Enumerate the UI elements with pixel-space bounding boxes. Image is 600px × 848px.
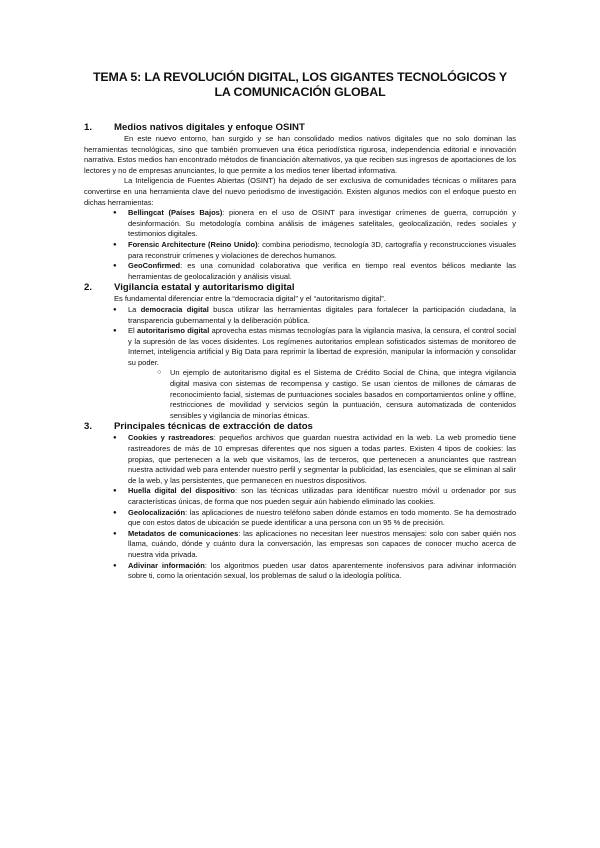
list-item-text: : combina periodismo, tecnología 3D, cartografía y reconstrucciones visuales para reconstruir crímenes y violaciones de derechos humanos.	[128, 239, 516, 260]
list-item-term: Metadatos de comunicaciones	[128, 528, 239, 538]
section-number: 1.	[84, 122, 93, 133]
list-item-prefix: El	[128, 326, 137, 336]
list-item-text: : son las técnicas utilizadas para identificar nuestro móvil u ordenador por sus características únicas, de forma que nos pueden seguir aún habiendo eliminado las cookies.	[128, 486, 516, 506]
section-surveillance	[84, 282, 516, 421]
paragraph: La Inteligencia de Fuentes Abiertas (OSINT) ha dejado de ser exclusiva de comunidades técnicas o militares para convertirse en una herramienta clave del nuevo periodismo de investigación. Existen algunos medios con el enfoque puesto en dichas herramientas:	[84, 176, 516, 207]
list-item-term: Geolocalización	[128, 507, 186, 517]
bullet-list	[84, 433, 516, 581]
section-number: 2.	[84, 282, 93, 294]
list-item	[114, 486, 516, 507]
section-title: Medios nativos digitales y enfoque OSINT	[114, 122, 305, 133]
document-title: TEMA 5: LA REVOLUCIÓN DIGITAL, LOS GIGANTES TECNOLÓGICOS Y LA COMUNICACIÓN GLOBAL	[93, 70, 507, 99]
section-data-extraction	[84, 421, 516, 581]
section-title: Vigilancia estatal y autoritarismo digital	[114, 282, 295, 294]
section-heading	[84, 421, 516, 433]
list-item-term: autoritarismo digital	[136, 326, 210, 336]
list-item-text: : las aplicaciones no necesitan leer nuestros mensajes: solo con saber quién nos llama, cuándo, dónde y cuánto dura la conversación, las empresas son capaces de conocer mucho acerca de nuestra vida privada.	[128, 528, 517, 559]
list-item-term: Adivinar información	[128, 560, 205, 570]
list-item	[114, 261, 516, 282]
section-title: Principales técnicas de extracción de datos	[114, 421, 313, 433]
list-item	[114, 305, 516, 326]
section-heading	[84, 282, 516, 294]
bullet-list	[84, 305, 516, 422]
list-item-text: : los algoritmos pueden usar datos aparentemente inofensivos para adivinar información sobre ti, como la orientación sexual, los problemas de salud o la ideología política.	[128, 560, 516, 581]
list-item-text: : es una comunidad colaborativa que verifica en tiempo real eventos bélicos mediante las herramientas de geolocalización y análisis visual.	[128, 261, 516, 281]
list-item-text: : las aplicaciones de nuestro teléfono saben dónde estamos en todo momento. Se ha demostrado que con estos datos de ubicación se puede identificar a una persona con un 95 % de precisión.	[128, 507, 516, 528]
list-item-term: democracia digital	[140, 304, 209, 314]
list-item	[114, 508, 516, 529]
section-heading	[84, 122, 516, 134]
list-item	[114, 529, 516, 561]
paragraph: En este nuevo entorno, han surgido y se han consolidado medios nativos digitales que no solo dominan las herramientas tecnológicas, sino que también promueven una ética periodística rigurosa, independencia editorial e innovación narrativa. Estos medios han encontrado métodos de financiación alternativos, ya que reciben sus ingresos de aportaciones de los lectores y no de empresas anunciantes, lo que permite a los medios tener libertad informativa.	[84, 134, 516, 175]
list-item-text: : pequeños archivos que guardan nuestra actividad en la web. La web promedio tiene rastreadores de más de 10 empresas diferentes que nos siguen a todas partes. Existen 4 tipos de cookies: las propias, que pertenecen a la web que visitamos, las de terceros, que pertenecen a anunciantes que rastrean nuestra actividad web para entender nuestro perfil y segmentar la publicidad, las esenciales, que se eliminan al salir de la web, y las persistentes, que permanecen en nuestros dispositivos.	[128, 433, 516, 485]
list-item-prefix: La	[128, 304, 141, 314]
list-item	[114, 561, 516, 582]
list-item-term: Bellingcat (Países Bajos)	[128, 208, 223, 218]
bullet-list	[84, 208, 516, 282]
list-item-term: Cookies y rastreadores	[128, 433, 214, 443]
list-item-text: busca utilizar las herramientas digitales para fortalecer la participación ciudadana, la transparencia gubernamental y la deliberación pública.	[128, 304, 516, 325]
list-item-text: : pionera en el uso de OSINT para investigar crímenes de guerra, corrupción y desinformación. Su metodología combina análisis de imágenes satelitales, geolocalización, redes sociales y testimonios digitales.	[128, 208, 516, 239]
list-item	[114, 240, 516, 261]
list-item-text: aprovecha estas mismas tecnologías para la vigilancia masiva, la censura, el control social y la supresión de las voces disidentes. Los regímenes autoritarios emplean sofisticados sistemas de monitoreo de Internet, inteligencia artificial y Big Data para reprimir la libertad de expresión, manipular la información y consolidar su poder.	[128, 326, 516, 367]
paragraph: Es fundamental diferenciar entre la “democracia digital” y el “autoritarismo digital”.	[114, 294, 386, 304]
section-osint	[84, 122, 516, 282]
section-number: 3.	[84, 421, 93, 433]
sub-list-item: ○ Un ejemplo de autoritarismo digital es el Sistema de Crédito Social de China, que integra vigilancia digital masiva con sistemas de recompensa y castigo. Se usan cientos de millones de cámaras de reconocimiento facial, sistemas de puntuaciones sociales basados en comportamientos online y offline, restricciones de movilidad y servicios según la puntuación, censura automatizada de contenidos sensibles y vigilancia de minorías étnicas.	[158, 368, 516, 421]
list-item-term: Forensic Architecture (Reino Unido)	[128, 239, 258, 249]
sub-list	[128, 368, 516, 421]
list-item	[114, 433, 516, 486]
list-item	[114, 326, 516, 421]
list-item-term: Huella digital del dispositivo	[128, 486, 235, 496]
list-item	[114, 208, 516, 240]
list-item-term: GeoConfirmed	[128, 261, 181, 271]
